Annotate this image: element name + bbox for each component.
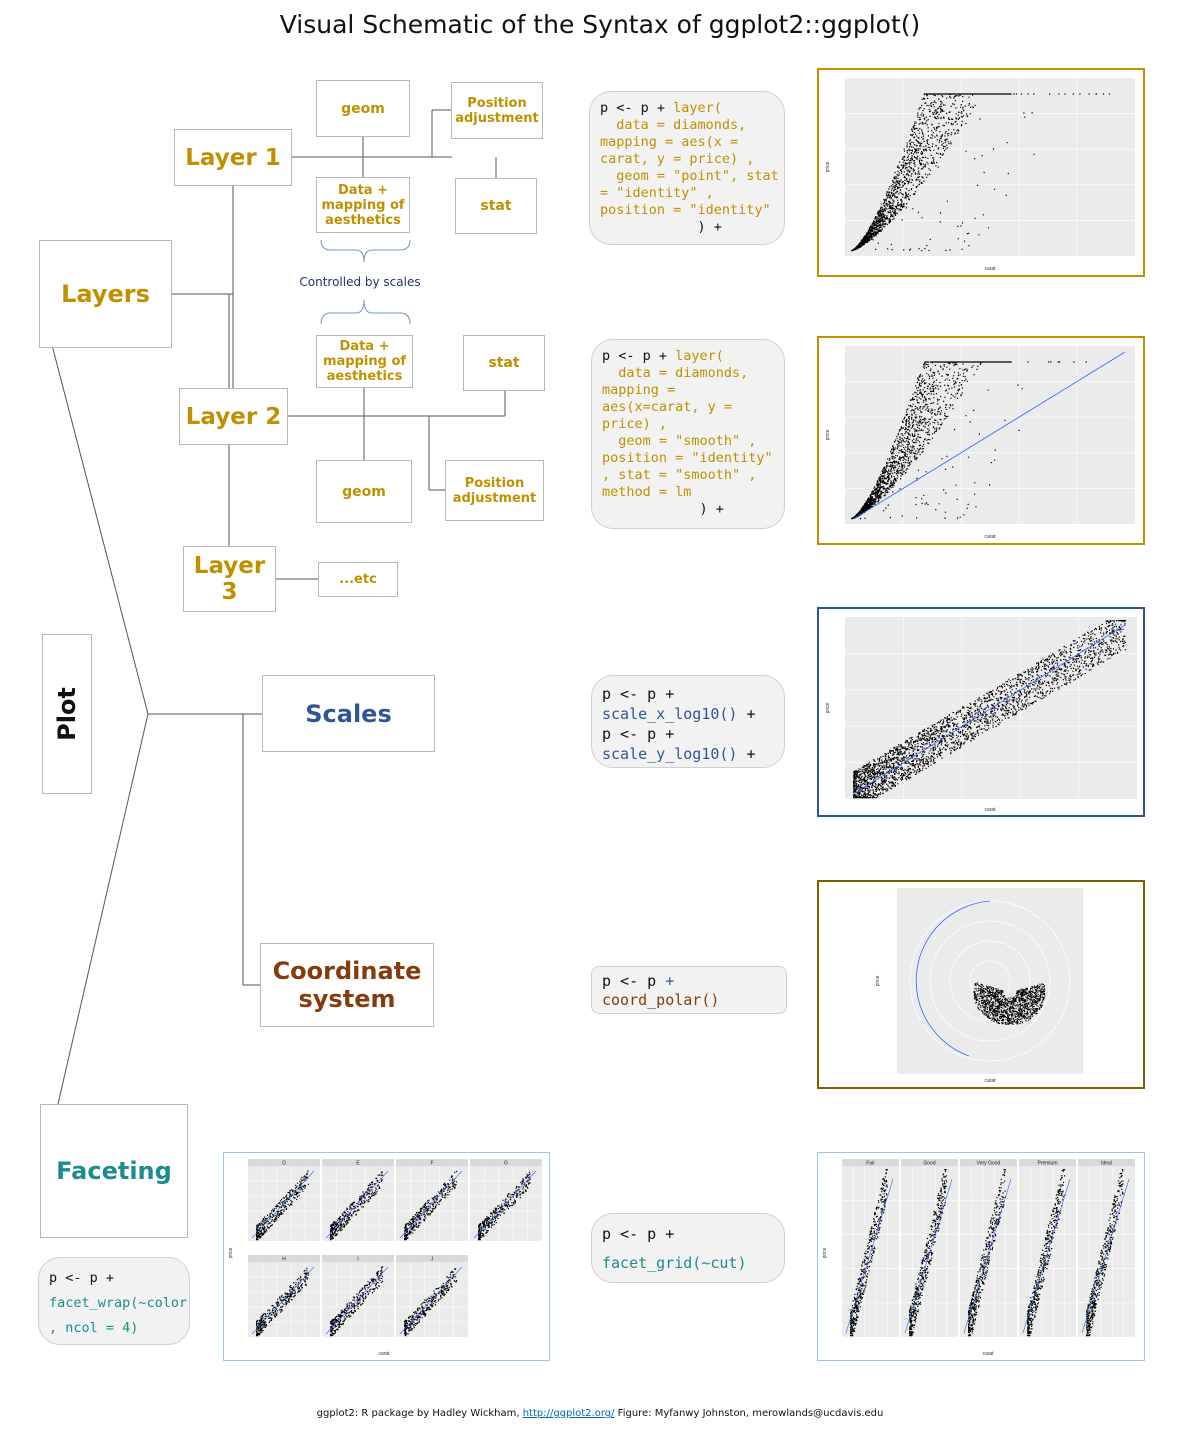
- y-axis-label: price: [825, 429, 831, 441]
- strip-label: Premium: [1037, 1160, 1058, 1167]
- strip-label: I: [357, 1256, 359, 1263]
- footer: [0, 1408, 1200, 1419]
- layer2-stat-node: stat: [463, 335, 545, 391]
- layers-node: Layers: [39, 240, 172, 348]
- layer2-code: [591, 339, 785, 529]
- strip-label: F: [430, 1160, 434, 1167]
- code-keyword: layer( data = diamonds, mapping = aes(x = carat, y = price) , geom = "point", stat = "identity" , position = "identity": [600, 100, 779, 218]
- code-keyword: +: [665, 972, 675, 990]
- strip-label: Fair: [866, 1160, 875, 1167]
- layer1-position-node: Position adjustment: [451, 82, 543, 139]
- code-keyword: facet_grid(~cut): [602, 1254, 747, 1272]
- x-axis-label: carat: [378, 1351, 390, 1357]
- x-axis-label: carat: [982, 1351, 994, 1357]
- coord-code: [591, 966, 787, 1014]
- strip-label: G: [504, 1160, 508, 1167]
- footer-prefix: ggplot2: R package by Hadley Wickham,: [316, 1408, 523, 1419]
- code-keyword: facet_wrap(~color , ncol = 4): [49, 1295, 188, 1336]
- code-text: p <- p: [602, 972, 666, 990]
- strip-label: H: [282, 1256, 286, 1263]
- facet-wrap-code: [38, 1257, 190, 1345]
- layer2-node: Layer 2: [179, 388, 288, 445]
- layer2-geom-node: geom: [316, 460, 412, 523]
- code-text: ) +: [697, 219, 722, 235]
- code-keyword: scale_x_log10(): [602, 705, 738, 723]
- layer2-position-node: Position adjustment: [445, 460, 544, 521]
- x-axis-label: carat: [984, 807, 996, 813]
- scales-code: [591, 675, 785, 768]
- strip-label: D: [282, 1160, 286, 1167]
- code-text: p <- p +: [49, 1270, 115, 1286]
- code-keyword: scale_y_log10(): [602, 745, 738, 763]
- code-text: +: [737, 705, 756, 723]
- panel-background: [897, 888, 1083, 1074]
- layer2-data-node: Data + mapping of aesthetics: [316, 335, 413, 388]
- code-text: ) +: [699, 501, 724, 517]
- panel-background: [842, 1166, 899, 1337]
- controlled-by-scales-label: Controlled by scales: [299, 275, 421, 289]
- y-axis-label: price: [875, 975, 881, 987]
- layer1-node: Layer 1: [174, 129, 292, 186]
- layer1-plot: [817, 68, 1145, 277]
- strip-label: Ideal: [1101, 1160, 1112, 1167]
- strip-label: J: [430, 1256, 434, 1263]
- plot-node: [42, 634, 92, 794]
- code-text: p <- p +: [602, 1225, 675, 1243]
- code-text: p <- p +: [600, 100, 674, 116]
- x-axis-label: carat: [984, 266, 996, 272]
- layer3-node: Layer 3: [183, 546, 276, 612]
- strip-label: Good: [923, 1160, 936, 1167]
- coord-plot: [817, 880, 1145, 1089]
- code-text: p <- p +: [602, 685, 675, 703]
- layer1-code: [589, 91, 785, 245]
- x-axis-label: carat: [984, 534, 996, 540]
- x-axis-label: carat: [984, 1078, 996, 1084]
- layer1-data-node: Data + mapping of aesthetics: [316, 177, 410, 233]
- page-title: Visual Schematic of the Syntax of ggplot2::ggplot(): [279, 10, 921, 39]
- y-axis-label: price: [228, 1247, 234, 1259]
- etc-node: ...etc: [318, 562, 398, 597]
- layer2-plot: [817, 336, 1145, 545]
- layer1-geom-node: geom: [316, 80, 410, 137]
- faceting-node: Faceting: [40, 1104, 188, 1238]
- strip-label: E: [356, 1160, 360, 1167]
- coordinate-system-node: Coordinate system: [260, 943, 434, 1027]
- y-axis-label: price: [825, 161, 831, 173]
- scales-node: Scales: [262, 675, 435, 752]
- y-axis-label: price: [825, 702, 831, 714]
- code-keyword: coord_polar(): [602, 991, 720, 1009]
- plot-label: Plot: [53, 687, 81, 741]
- code-text: +: [737, 745, 756, 763]
- facet-grid-plot: [817, 1152, 1145, 1361]
- facet-wrap-plot: [223, 1152, 550, 1361]
- footer-suffix: Figure: Myfanwy Johnston, merowlands@ucdavis.edu: [614, 1408, 884, 1419]
- facet-grid-code: [591, 1213, 785, 1283]
- code-text: p <- p +: [602, 725, 675, 743]
- layer1-stat-node: stat: [455, 178, 537, 234]
- strip-label: Very Good: [976, 1160, 1001, 1167]
- ggplot2-link[interactable]: http://ggplot2.org/: [522, 1408, 615, 1419]
- panel-background: [845, 78, 1135, 256]
- code-keyword: layer( data = diamonds, mapping = aes(x=carat, y = price) , geom = "smooth" , position = "identity" , stat = "smooth" , method = lm: [602, 348, 773, 500]
- scales-plot: [817, 607, 1145, 817]
- code-text: p <- p +: [602, 348, 676, 364]
- y-axis-label: price: [822, 1247, 828, 1259]
